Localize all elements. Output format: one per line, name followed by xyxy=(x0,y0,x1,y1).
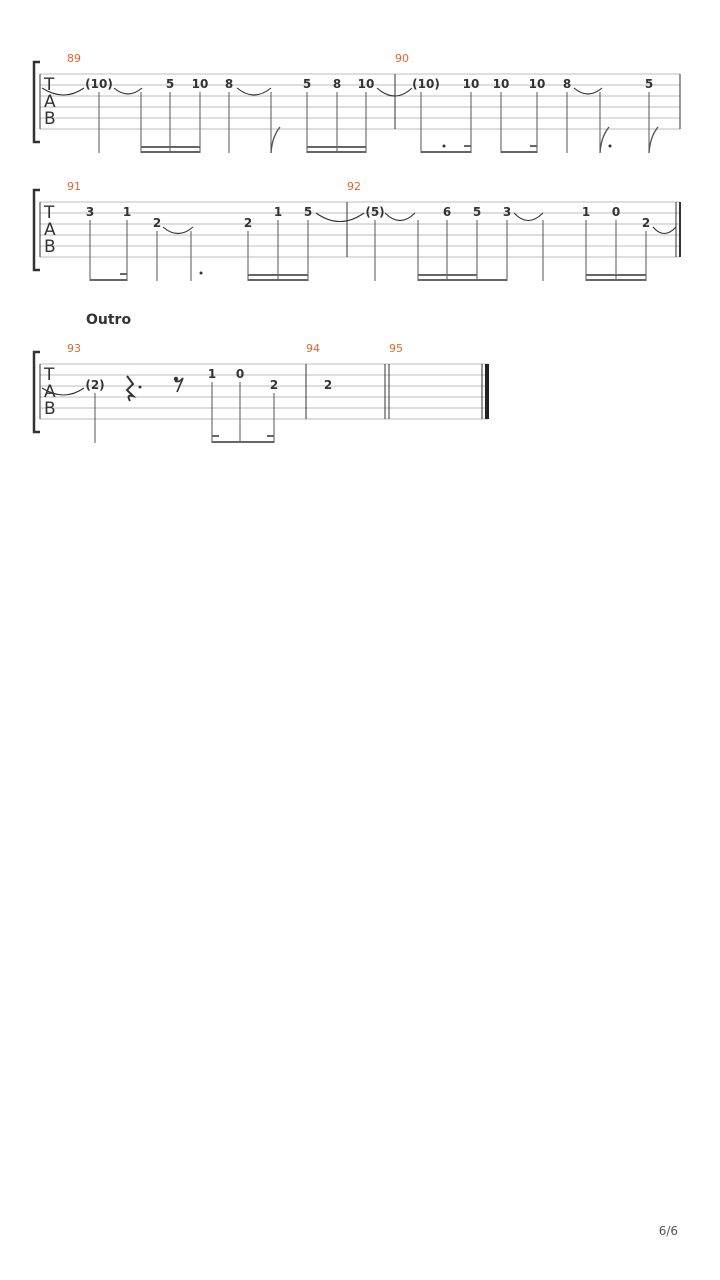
tab-clef-b: B xyxy=(44,237,56,257)
measure-number: 92 xyxy=(347,180,361,193)
beams xyxy=(212,436,274,442)
fret-note: (10) xyxy=(85,77,113,91)
beams xyxy=(90,274,646,280)
fret-note: 10 xyxy=(462,77,480,91)
measure-number: 93 xyxy=(67,342,81,355)
fret-note: 6 xyxy=(442,205,452,219)
tab-clef-t: T xyxy=(44,203,55,223)
stems xyxy=(95,382,274,443)
fret-note: 8 xyxy=(224,77,234,91)
fret-note: 5 xyxy=(302,77,312,91)
fret-note: 1 xyxy=(273,205,283,219)
ties xyxy=(163,213,676,234)
fret-note: 2 xyxy=(641,216,651,230)
stems xyxy=(99,92,649,153)
system-bracket xyxy=(34,190,40,270)
fret-note: 5 xyxy=(644,77,654,91)
fret-note: 1 xyxy=(581,205,591,219)
eighth-rest xyxy=(174,377,183,392)
tab-clef-t: T xyxy=(44,75,55,95)
fret-note: (10) xyxy=(412,77,440,91)
final-barline xyxy=(485,364,489,419)
fret-note: 10 xyxy=(191,77,209,91)
stems xyxy=(90,220,646,281)
fret-note: 8 xyxy=(562,77,572,91)
system-2 xyxy=(34,180,680,281)
fret-note: 10 xyxy=(492,77,510,91)
section-title: Outro xyxy=(86,312,132,328)
fret-note: 1 xyxy=(207,367,217,381)
measure-number: 91 xyxy=(67,180,81,193)
fret-note: 3 xyxy=(502,205,512,219)
measure-number: 89 xyxy=(67,52,81,65)
tab-clef-a: A xyxy=(44,382,56,402)
measure-number: 90 xyxy=(395,52,409,65)
fret-note: 1 xyxy=(122,205,132,219)
fret-note: 5 xyxy=(303,205,313,219)
tab-clef-b: B xyxy=(44,399,56,419)
tab-clef-a: A xyxy=(44,220,56,240)
fret-note: 10 xyxy=(528,77,546,91)
fret-note: 2 xyxy=(152,216,162,230)
tab-clef-b: B xyxy=(44,109,56,129)
system-bracket xyxy=(34,62,40,142)
fret-note: 10 xyxy=(357,77,375,91)
dot xyxy=(200,272,203,275)
ties xyxy=(42,88,602,96)
fret-note: 5 xyxy=(472,205,482,219)
tab-clef-t: T xyxy=(44,365,55,385)
measure-number: 94 xyxy=(306,342,320,355)
fret-note: 2 xyxy=(269,378,279,392)
staff-lines xyxy=(40,364,488,419)
dot xyxy=(139,386,142,389)
fret-note: 0 xyxy=(235,367,245,381)
fret-note: 2 xyxy=(243,216,253,230)
system-3 xyxy=(34,312,489,443)
fret-note: (5) xyxy=(365,205,385,219)
fret-note: (2) xyxy=(85,378,105,392)
tab-clef-a: A xyxy=(44,92,56,112)
fret-note: 2 xyxy=(323,378,333,392)
fret-note: 5 xyxy=(165,77,175,91)
page-number: 6/6 xyxy=(658,1224,678,1238)
system-1 xyxy=(34,52,680,153)
fret-note: 0 xyxy=(611,205,621,219)
measure-number: 95 xyxy=(389,342,403,355)
fret-note: 8 xyxy=(332,77,342,91)
system-bracket xyxy=(34,352,40,432)
fret-note: 3 xyxy=(85,205,95,219)
